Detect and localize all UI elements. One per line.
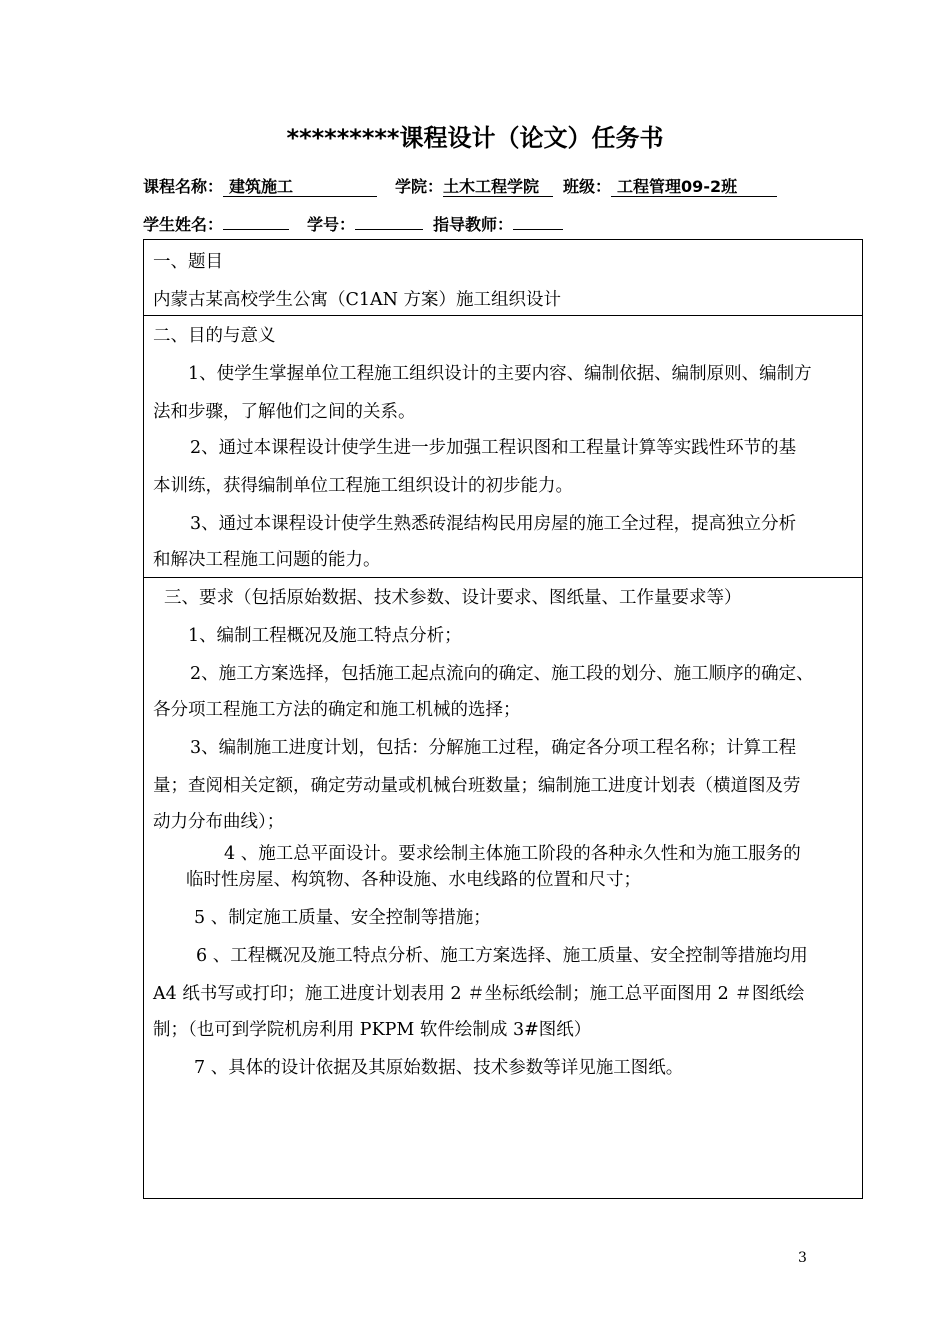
document-title: *********课程设计（论文）任务书 — [286, 124, 664, 152]
class-label: 班级： — [563, 177, 612, 196]
paragraph-line: 6 、工程概况及施工特点分析、施工方案选择、施工质量、安全控制等措施均用 — [196, 946, 808, 966]
section-heading: 二、目的与意义 — [153, 326, 276, 346]
section-purpose — [144, 316, 862, 578]
topic-text: 内蒙古某高校学生公寓（C1AN 方案）施工组织设计 — [153, 290, 562, 310]
student-id-field — [355, 229, 423, 230]
section-heading: 一、题目 — [153, 252, 223, 272]
section-requirements — [144, 578, 862, 1198]
info-row-course — [143, 174, 777, 197]
paragraph-line: 动力分布曲线）； — [153, 812, 285, 832]
student-name-field — [223, 229, 289, 230]
paragraph-line: 4 、施工总平面设计。要求绘制主体施工阶段的各种永久性和为施工服务的 — [224, 844, 801, 864]
paragraph-line: 5 、制定施工质量、安全控制等措施； — [194, 908, 491, 928]
course-value: 建筑施工 — [223, 178, 377, 197]
section-heading: 三、要求（包括原始数据、技术参数、设计要求、图纸量、工作量要求等） — [164, 588, 742, 608]
paragraph-line: 量；查阅相关定额，确定劳动量或机械台班数量；编制施工进度计划表（横道图及劳 — [153, 776, 801, 796]
paragraph-line: 制；（也可到学院机房利用 PKPM 软件绘制成 3#图纸） — [153, 1020, 592, 1040]
paragraph-line: 3、编制施工进度计划，包括：分解施工过程，确定各分项工程名称；计算工程 — [190, 738, 797, 758]
teacher-label: 指导教师： — [433, 215, 514, 234]
paragraph-line: 和解决工程施工问题的能力。 — [153, 550, 381, 570]
paragraph-line: A4 纸书写或打印；施工进度计划表用 2 ＃坐标纸绘制；施工总平面图用 2 ＃图纸绘 — [153, 984, 805, 1004]
teacher-field — [513, 229, 563, 230]
section-topic — [144, 240, 862, 316]
paragraph-line: 2、施工方案选择，包括施工起点流向的确定、施工段的划分、施工顺序的确定、 — [190, 664, 814, 684]
paragraph-line: 7 、具体的设计依据及其原始数据、技术参数等详见施工图纸。 — [194, 1058, 684, 1078]
info-row-student — [143, 212, 563, 235]
paragraph-line: 1、使学生掌握单位工程施工组织设计的主要内容、编制依据、编制原则、编制方 — [188, 364, 812, 384]
paragraph-line: 临时性房屋、构筑物、各种设施、水电线路的位置和尺寸； — [186, 870, 641, 890]
college-label: 学院： — [395, 177, 444, 196]
paragraph-line: 1、编制工程概况及施工特点分析； — [188, 626, 462, 646]
page-number: 3 — [798, 1250, 807, 1266]
paragraph-line: 3、通过本课程设计使学生熟悉砖混结构民用房屋的施工全过程，提高独立分析 — [190, 514, 797, 534]
paragraph-line: 法和步骤，了解他们之间的关系。 — [153, 402, 416, 422]
paragraph-line: 各分项工程施工方法的确定和施工机械的选择； — [153, 700, 521, 720]
student-label: 学生姓名： — [143, 215, 224, 234]
paragraph-line: 本训练，获得编制单位工程施工组织设计的初步能力。 — [153, 476, 573, 496]
task-table — [143, 239, 863, 1199]
id-label: 学号： — [307, 215, 356, 234]
course-label: 课程名称： — [143, 177, 224, 196]
college-value: 土木工程学院 — [443, 178, 553, 197]
class-value: 工程管理09-2班 — [611, 178, 777, 197]
paragraph-line: 2、通过本课程设计使学生进一步加强工程识图和工程量计算等实践性环节的基 — [190, 438, 797, 458]
